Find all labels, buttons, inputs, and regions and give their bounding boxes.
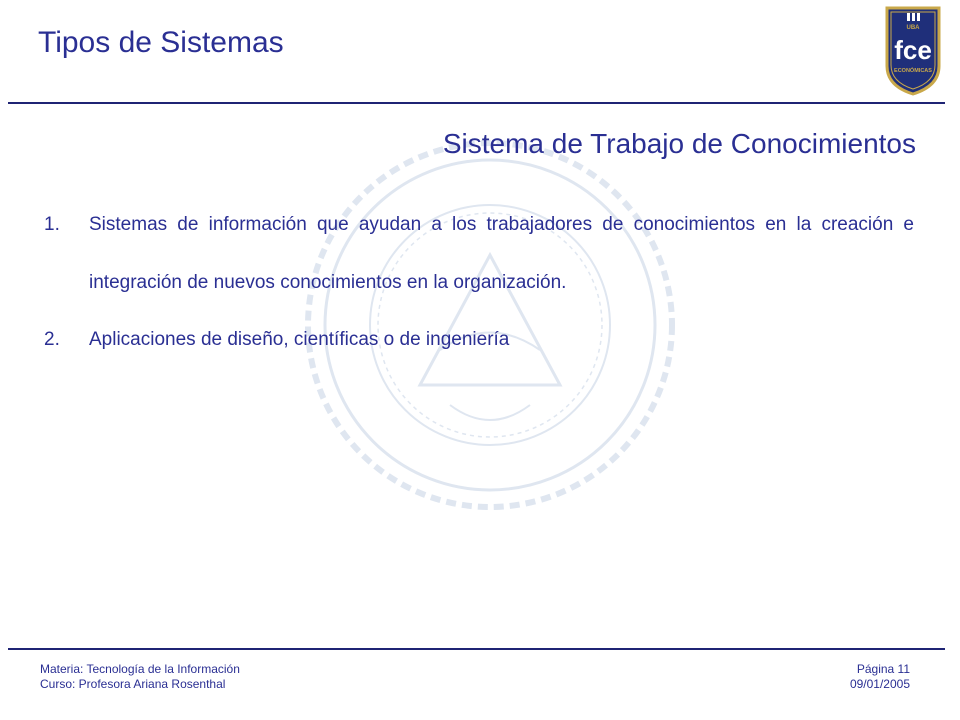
header-divider — [8, 102, 945, 104]
footer-divider — [8, 648, 945, 650]
footer-teacher: Curso: Profesora Ariana Rosenthal — [40, 677, 226, 691]
list-item-text: Aplicaciones de diseño, científicas o de ingeniería — [89, 329, 510, 350]
logo-main-text: fce — [894, 35, 932, 65]
logo-top-text: UBA — [906, 25, 920, 31]
logo-bottom-text: ECONÓMICAS — [894, 68, 932, 74]
list-item — [44, 196, 914, 312]
footer-date: 09/01/2005 — [849, 677, 910, 691]
list-item-number: 1. — [44, 214, 60, 235]
footer-course-info — [40, 662, 240, 692]
slide-title: Tipos de Sistemas — [38, 26, 284, 59]
list-item-number: 2. — [44, 329, 60, 350]
slide-subtitle: Sistema de Trabajo de Conocimientos — [442, 128, 916, 159]
footer-page-info — [850, 662, 910, 692]
list-item — [44, 311, 914, 369]
fce-uba-crest-icon — [883, 4, 943, 96]
footer-subject: Materia: Tecnología de la Información — [40, 662, 240, 676]
page-number: Página 11 — [856, 662, 910, 676]
list-item-text: Sistemas de información que ayudan a los trabajadores de conocimientos en la creación e integración de nuevos conocimientos en la organización. — [89, 214, 914, 293]
